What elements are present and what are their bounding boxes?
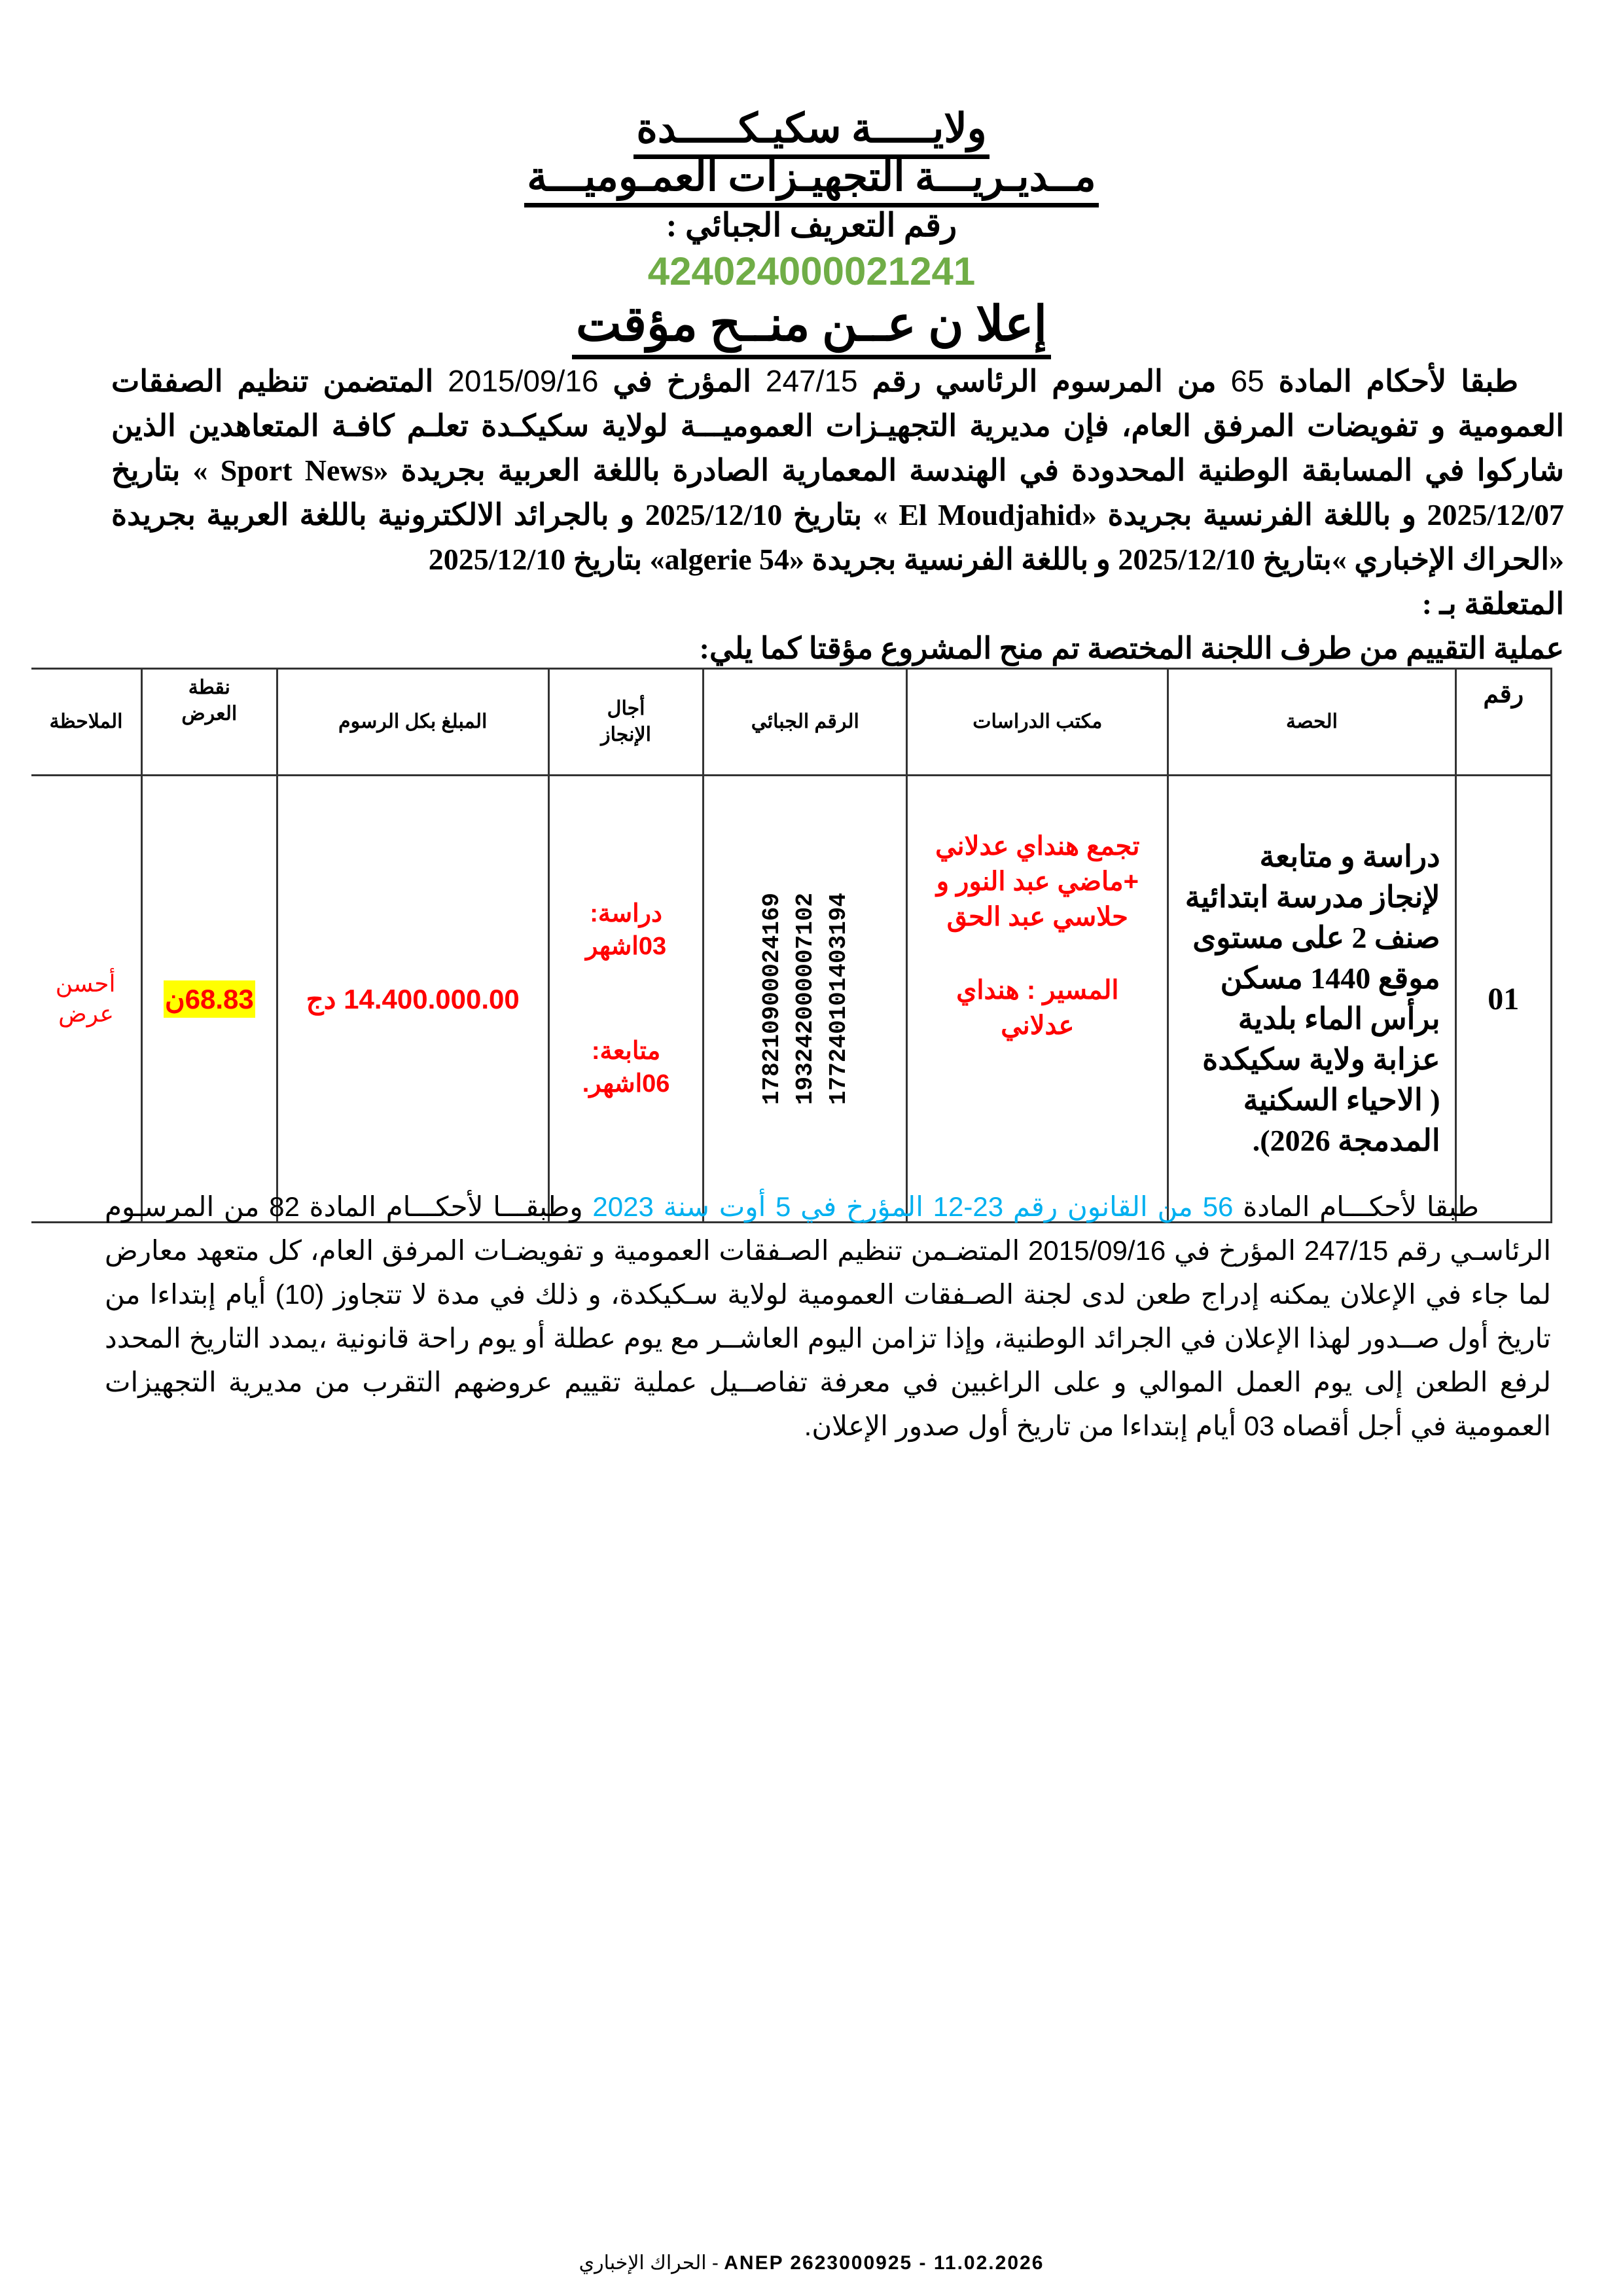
- publication-date: 2025/12/10: [1118, 543, 1255, 576]
- header-number: رقم: [1455, 669, 1551, 776]
- manager-name: المسير : هنداي عدلاني: [956, 976, 1119, 1040]
- footer: [0, 2251, 1623, 2274]
- announcement-title: [0, 295, 1623, 359]
- table-row: [31, 776, 1552, 1223]
- follow-delay-label: متابعة:: [591, 1037, 661, 1065]
- spacer: [550, 963, 703, 1035]
- table-header-row: [31, 669, 1552, 776]
- direction-heading: [0, 152, 1623, 207]
- header-delay: أجال الإنجاز: [548, 669, 704, 776]
- intro-text: و بالجرائد الالكترونية باللغة العربية بجريدة «: [111, 498, 1564, 576]
- evaluation-text: عملية التقييم من طرف اللجنة المختصة تم منح المشروع مؤقتا كما يلي:: [699, 632, 1564, 665]
- newspaper-name: الحراك الإخباري: [1354, 543, 1549, 576]
- appeal-text: وطبقـــا لأحكـــام المادة 82 من المرسـوم الرئاسـي رقم 247/15 المؤرخ في 2015/09/16 المتضـمن تنظيم الصـفقات العمومية و تفويضـات المرفق العام، كل متعهد معارض لما جاء في الإعلان يمكنه إدراج طعن لدى لجنة الصـفقات العمومية لولاية سـكيكدة، و ذلك في مدة لا تتجاوز (10) أيام إبتداءا من تاريخ أول صــدور لهذا الإعلان في الجرائد الوطنية، وإذا تزامن اليوم العاشــر مع يوم عطلة أو يوم راحة قانونية ،يمدد التاريخ المحدد لرفع الطعن إلى يوم العمل الموالي و على الراغبين في معرفة تفاصــيل عملية تقييم عروضهم التقرب من مديرية التجهيزات العمومية في أجل أقصاه 03 أيام إبتداءا من تاريخ أول صدور الإعلان.: [105, 1191, 1551, 1441]
- tax-id-value: [0, 249, 1623, 294]
- intro-text: طبقا لأحكام المادة: [1264, 365, 1518, 398]
- amount-value: 14.400.000.00: [344, 983, 520, 1014]
- header-lot: الحصة: [1168, 669, 1455, 776]
- intro-text: المتضمن تنظيم الصفقات العمومية و تفويضات المرفق العام، فإن مديرية التجهيـزات العموميـــة لولاية سكيكـدة تعلـم كافـة المتعاهدين الذين شاركوا في المسابقة الوطنية المحدودة في الهندسة المعمارية الصادرة باللغة العربية بجريدة «: [111, 365, 1564, 487]
- row-number: 01: [1455, 776, 1551, 1223]
- tax-number: 193242000007102: [791, 892, 819, 1105]
- intro-paragraph: [111, 359, 1564, 671]
- header-amount: المبلغ بكل الرسوم: [277, 669, 548, 776]
- footer-newspaper: - الحراك الإخباري: [579, 2252, 719, 2274]
- intro-text: و باللغة الفرنسية بجريدة «: [1082, 498, 1427, 531]
- header-tax-number: الرقم الجبائي: [704, 669, 907, 776]
- score-cell: [142, 776, 277, 1223]
- tax-id-label: [0, 206, 1623, 244]
- lot-line: برأس الماء بلدية: [1238, 1002, 1440, 1035]
- intro-text: » بتاريخ: [111, 454, 221, 487]
- publication-date: 2025/12/10: [428, 543, 566, 576]
- currency: دج: [306, 983, 336, 1014]
- intro-text: من المرسوم الرئاسي رقم: [857, 365, 1231, 398]
- intro-text: المتعلقة بـ :: [1421, 587, 1564, 620]
- tax-numbers-group: [704, 855, 906, 1143]
- publication-date: 2025/12/10: [645, 498, 783, 531]
- tax-number: 177240101403194: [825, 892, 852, 1105]
- newspaper-name: Sport News: [220, 454, 374, 487]
- note-cell: [31, 776, 142, 1223]
- header-score: نقطة العرض: [142, 669, 277, 776]
- newspaper-name: El Moudjahid: [899, 498, 1082, 531]
- lot-description: [1168, 776, 1455, 1223]
- consortium-name: تجمع هنداي عدلاني +ماضي عبد النور و حلاسي عبد الحق: [935, 832, 1140, 931]
- header-study-office: مكتب الدراسات: [907, 669, 1168, 776]
- decree-date: 2015/09/16: [448, 364, 599, 398]
- wilaya-text: ولايـــــة سكيـكـــــدة: [633, 103, 989, 159]
- appeal-text: طبقا لأحكـــام المادة: [1233, 1191, 1479, 1222]
- lot-line: عزابة ولاية سكيكدة: [1202, 1043, 1440, 1076]
- appeal-paragraph: [105, 1185, 1551, 1448]
- lot-line: صنف 2 على مستوى: [1192, 921, 1440, 954]
- header-note: الملاحظة: [31, 669, 142, 776]
- award-table: [31, 668, 1552, 1223]
- intro-text: بتاريخ: [565, 543, 650, 576]
- study-office: [907, 776, 1168, 1223]
- intro-text: المؤرخ في: [598, 365, 766, 398]
- announcement-title-text: إعلا ن عــن منــح مؤقت: [572, 295, 1051, 359]
- note-value: أحسن عرض: [55, 970, 116, 1027]
- newspaper-name: «algerie 54»: [649, 543, 804, 576]
- lot-line: لإنجاز مدرسة ابتدائية: [1185, 880, 1440, 914]
- follow-delay-value: 06اشهر.: [582, 1070, 670, 1098]
- direction-text: مــديـريـــة التجهيـزات العمـوميـــة: [524, 152, 1099, 207]
- tax-id-label-text: رقم التعريف الجبائي :: [666, 207, 957, 243]
- lot-line: موقع 1440 مسكن: [1220, 961, 1440, 995]
- completion-delay: [548, 776, 704, 1223]
- publication-date: 2025/12/07: [1427, 498, 1565, 531]
- study-delay-label: دراسة:: [590, 900, 662, 927]
- lot-line: المدمجة 2026).: [1252, 1124, 1440, 1157]
- article-number: 65: [1230, 364, 1264, 398]
- intro-text: و باللغة الفرنسية بجريدة: [804, 543, 1118, 576]
- tax-number: 178210900024169: [758, 892, 785, 1105]
- lot-line: ( الاحياء السكنية: [1243, 1083, 1440, 1117]
- intro-text: » بتاريخ: [782, 498, 899, 531]
- tax-id-value-text: 424024000021241: [647, 249, 976, 293]
- score-value: 68.83ن: [164, 980, 255, 1018]
- wilaya-heading: [0, 103, 1623, 159]
- footer-reference: ANEP 2623000925 - 11.02.2026: [724, 2252, 1044, 2274]
- intro-text: »بتاريخ: [1255, 543, 1355, 576]
- amount-cell: [277, 776, 548, 1223]
- tax-numbers: [704, 776, 907, 1223]
- law-reference: 56 من القانون رقم 23-12 المؤرخ في 5 أوت سنة 2023: [592, 1191, 1234, 1222]
- decree-number: 247/15: [765, 364, 858, 398]
- lot-line: دراسة و متابعة: [1259, 840, 1440, 873]
- study-delay-value: 03اشهر: [585, 933, 667, 960]
